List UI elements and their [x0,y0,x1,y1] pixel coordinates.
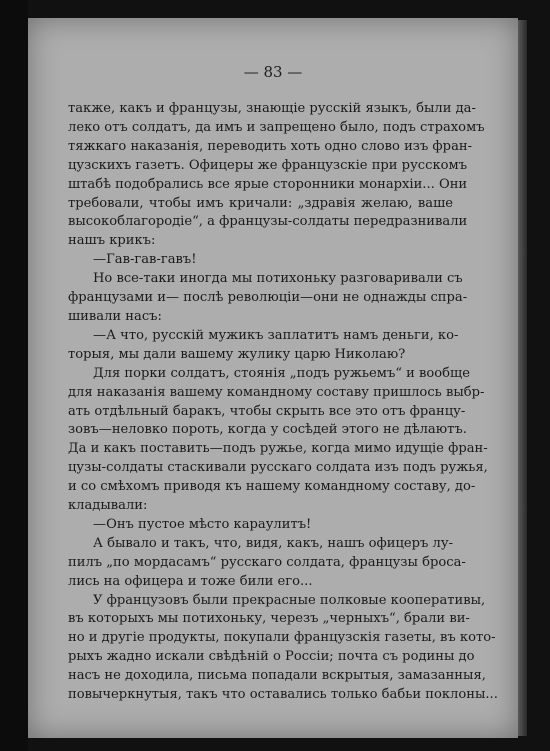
text-line: въ которыхъ мы потихоньку, черезъ „черныхъ“, брали ви- [68,611,470,627]
text-line: торыя, мы дали вашему жулику царю Николаю? [68,346,406,362]
text-line: кладывали: [68,498,148,514]
page-number: — 83 — [243,63,303,81]
scan-left-border [0,0,28,751]
text-line: штабѣ подобрались все ярые сторонники монархіи... Они [68,176,468,192]
text-line: повычеркнутыя, такъ что оставались только бабьи поклоны... [68,687,498,703]
text-line: но и другіе продукты, покупали французскія газеты, въ кото- [68,630,496,646]
text-line: —А что, русскій мужикъ заплатитъ намъ деньги, ко- [93,327,459,343]
text-line: —Онъ пустое мѣсто караулитъ! [93,516,312,532]
text-line: зовъ—неловко пороть, когда у сосѣдей этого не дѣлаютъ. [68,422,467,438]
text-line: и со смѣхомъ приводя къ нашему командному составу, до- [68,479,476,495]
text-line: требовали, чтобы имъ кричали: „здравія желаю, ваше [68,195,453,211]
text-line: тяжкаго наказанія, переводить хоть одно слово изъ фран- [68,138,473,154]
text-line: —Гав-гав-гавъ! [93,252,197,268]
text-line: Но все-таки иногда мы потихоньку разговаривали съ [93,271,463,287]
text-line: лись на офицера и тоже били его... [68,573,313,589]
text-line: нашъ крикъ: [68,233,156,249]
text-line: ать отдѣльный баракъ, чтобы скрыть все это отъ францу- [68,403,466,419]
text-line: для наказанія вашему командному составу пришлось выбр- [68,384,485,400]
text-line: рыхъ жадно искали свѣдѣній о Россіи; почта съ родины до [68,649,475,665]
text-line: шивали насъ: [68,308,162,324]
body-text [68,100,498,705]
text-line: пилъ „по мордасамъ“ русскаго солдата, французы броса- [68,554,466,570]
text-line: леко отъ солдатъ, да имъ и запрещено было, подъ страхомъ [68,119,485,135]
text-line: цузскихъ газетъ. Офицеры же французскіе при русскомъ [68,157,468,173]
text-line: французами и— послѣ революціи—они не однажды спра- [68,290,468,306]
book-page [28,18,518,738]
text-line: Для порки солдатъ, стоянія „подъ ружьемъ“ и вообще [93,365,470,381]
text-line: А бывало и такъ, что, видя, какъ, нашъ офицеръ лу- [93,535,453,551]
text-line: У французовъ были прекрасные полковые кооперативы, [93,592,486,608]
text-line: также, какъ и французы, знающіе русскій языкъ, были да- [68,101,476,116]
text-line: цузы-солдаты стаскивали русскаго солдата изъ подъ ружья, [68,460,488,476]
text-line: Да и какъ поставить—подъ ружье, когда мимо идущіе фран- [68,441,488,457]
text-line: высокоблагородіе“, а французы-солдаты передразнивали [68,214,468,230]
text-line: насъ не доходила, письма попадали вскрытыя, замазанныя, [68,668,486,684]
